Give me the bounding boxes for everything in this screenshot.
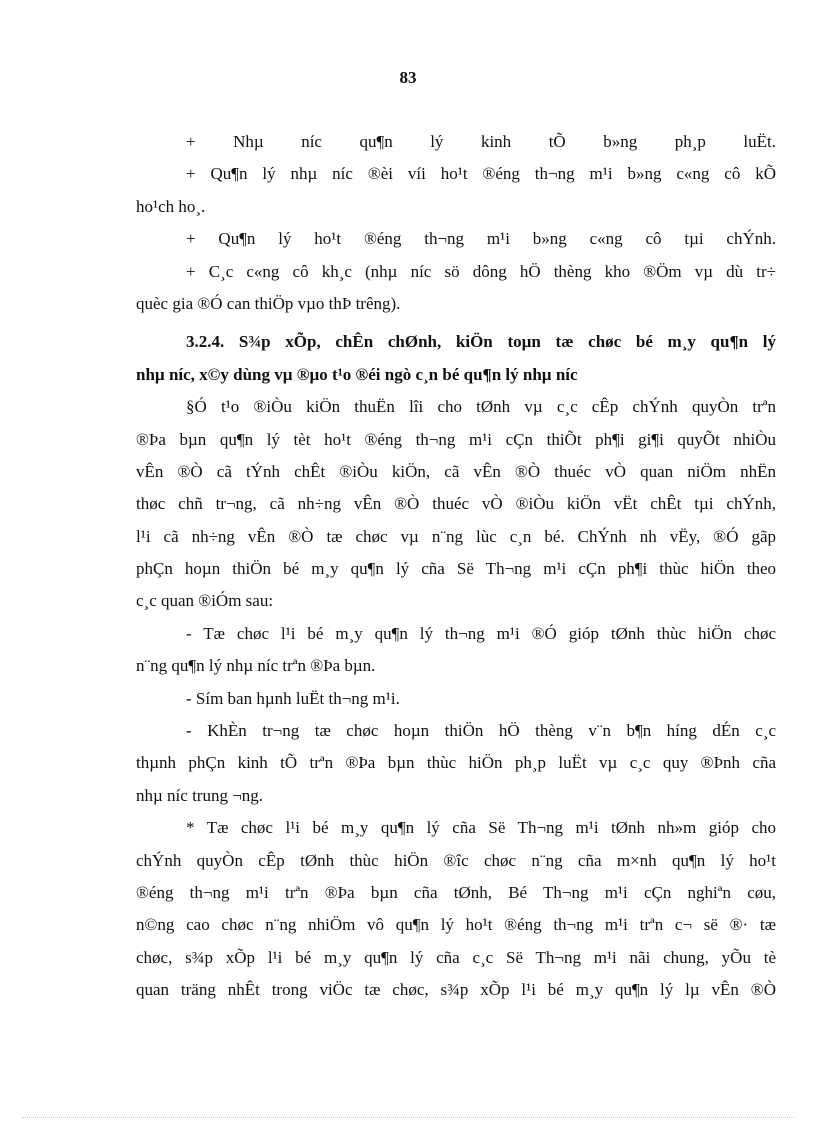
paragraph-line: n©ng cao chøc n¨ng nhiÖm vô qu¶n lý ho¹t ®éng th¬ng m¹i trªn c¬ së ®· tæ: [136, 915, 776, 935]
bullet-line: + Nhµ níc qu¶n lý kinh tÕ b»ng ph¸p luËt.: [186, 132, 776, 151]
list-item-line: thµnh phÇn kinh tÕ trªn ®Þa bµn thùc hiÖn ph¸p luËt vµ c¸c quy ®Þnh cña: [136, 753, 776, 773]
footer-divider: [22, 1117, 794, 1118]
bullet-line-continuation: ho¹ch ho¸.: [136, 196, 206, 216]
paragraph-line: ®éng th¬ng m¹i trªn ®Þa bµn cña tØnh, Bé Th¬ng m¹i cÇn nghiªn cøu,: [136, 882, 776, 902]
bullet-line: + Qu¶n lý nhµ níc ®èi víi ho¹t ®éng th¬ng m¹i b»ng c«ng cô kÕ: [186, 164, 776, 184]
paragraph-line: chøc, s¾p xÕp l¹i bé m¸y qu¶n lý cña c¸c Së Th¬ng m¹i nãi chung, yÕu tè: [136, 947, 776, 967]
paragraph-line: l¹i cã nh÷ng vÊn ®Ò tæ chøc vµ n¨ng lùc c¸n bé. ChÝnh nh vËy, ®Ó gãp: [136, 526, 776, 546]
paragraph-line: ®Þa bµn qu¶n lý tèt ho¹t ®éng th¬ng m¹i cÇn thiÕt ph¶i gi¶i quyÕt nhiÒu: [136, 429, 776, 449]
paragraph-line: phÇn hoµn thiÖn bé m¸y qu¶n lý cña Së Th¬ng m¹i cÇn ph¶i thùc hiÖn theo: [136, 559, 776, 579]
bullet-line-continuation: quèc gia ®Ó can thiÖp vµo thÞ trêng).: [136, 293, 401, 313]
section-heading: 3.2.4. S¾p xÕp, chÊn chØnh, kiÖn toµn tæ chøc bé m¸y qu¶n lý: [186, 332, 776, 352]
page-number: 83: [399, 68, 417, 87]
list-item-line: - Sím ban hµnh luËt th¬ng m¹i.: [186, 688, 400, 708]
list-item-line: nhµ níc trung ¬ng.: [136, 785, 264, 805]
paragraph-line: c¸c quan ®iÓm sau:: [136, 591, 274, 611]
paragraph-line: §Ó t¹o ®iÒu kiÖn thuËn lîi cho tØnh vµ c¸c cÊp chÝnh quyÒn trªn: [186, 397, 776, 417]
paragraph-line: quan träng nhÊt trong viÖc tæ chøc, s¾p xÕp l¹i bé m¸y qu¶n lý lµ vÊn ®Ò: [136, 980, 776, 1000]
list-item-line: - Tæ chøc l¹i bé m¸y qu¶n lý th¬ng m¹i ®Ó gióp tØnh thùc hiÖn chøc: [186, 623, 776, 643]
paragraph-line: thøc chñ tr¬ng, cã nh÷ng vÊn ®Ò thuéc vÒ ®iÒu kiÖn vËt chÊt tµi chÝnh,: [136, 494, 776, 514]
list-item-line: n¨ng qu¶n lý nhµ níc trªn ®Þa bµn.: [136, 656, 376, 676]
bullet-line: + Qu¶n lý ho¹t ®éng th¬ng m¹i b»ng c«ng cô tµi chÝnh.: [186, 229, 776, 249]
page-body: [136, 126, 776, 1007]
paragraph-line: * Tæ chøc l¹i bé m¸y qu¶n lý cña Së Th¬ng m¹i tØnh nh»m gióp cho: [186, 818, 776, 838]
bullet-line: + C¸c c«ng cô kh¸c (nhµ níc sö dông hÖ thèng kho ®Öm vµ dù tr÷: [186, 261, 776, 281]
section-heading-continuation: nhµ níc, x©y dùng vµ ®µo t¹o ®éi ngò c¸n bé qu¶n lý nhµ níc: [136, 364, 578, 384]
paragraph-line: chÝnh quyÒn cÊp tØnh thùc hiÖn ®îc chøc n¨ng cña m×nh qu¶n lý ho¹t: [136, 850, 776, 870]
list-item-line: - KhÈn tr¬ng tæ chøc hoµn thiÖn hÖ thèng v¨n b¶n híng dÉn c¸c: [186, 721, 776, 741]
paragraph-line: vÊn ®Ò cã tÝnh chÊt ®iÒu kiÖn, cã vÊn ®Ò thuéc vÒ quan niÖm nhËn: [136, 461, 776, 481]
